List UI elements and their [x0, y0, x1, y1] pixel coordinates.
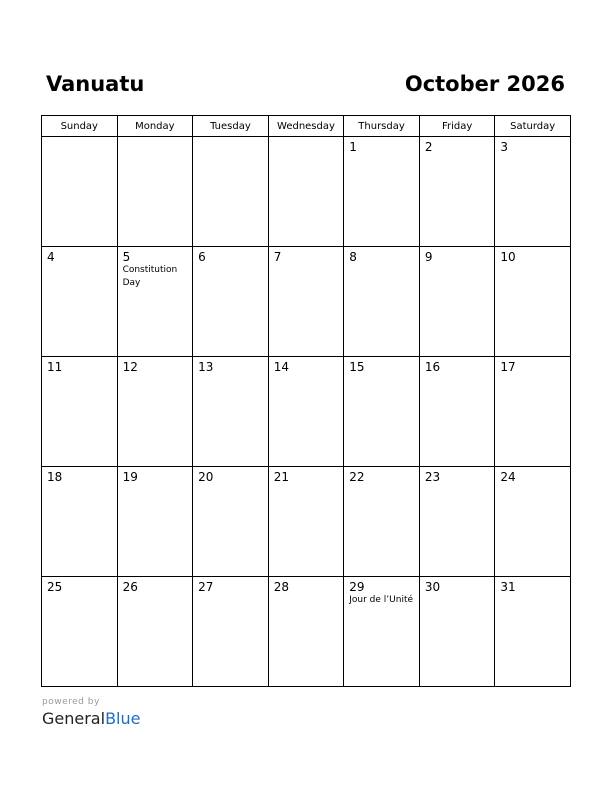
day-cell: [42, 247, 118, 357]
day-cell: [193, 577, 269, 687]
day-cell: [344, 467, 420, 577]
day-number: 6: [198, 250, 206, 264]
day-cell: [193, 357, 269, 467]
footer-branding: [42, 697, 140, 729]
day-number: 30: [424, 580, 441, 594]
day-cell: [419, 357, 495, 467]
weekday-header: Thursday: [344, 116, 420, 137]
day-number: 2: [424, 140, 433, 154]
holiday-label: Jour de l’Unité: [349, 595, 414, 605]
day-cell: [344, 137, 420, 247]
weekday-header: Sunday: [42, 116, 118, 137]
month-title: October 2026: [404, 72, 565, 96]
day-number: 26: [122, 580, 138, 594]
weekday-header: Friday: [419, 116, 495, 137]
day-number: [118, 137, 193, 140]
day-number: 5: [122, 250, 131, 264]
weekday-header: Wednesday: [268, 116, 344, 137]
day-number: 15: [349, 360, 365, 374]
day-number: [193, 137, 268, 140]
day-cell: [495, 357, 571, 467]
day-cell: [193, 247, 269, 357]
day-number: 29: [349, 580, 365, 594]
day-cell: [495, 577, 571, 687]
day-number: 13: [198, 360, 214, 374]
day-number: 28: [273, 580, 289, 594]
brand-blue: Blue: [105, 709, 141, 728]
day-number: 16: [424, 360, 441, 374]
day-cell: [117, 247, 193, 357]
day-number: 27: [198, 580, 214, 594]
day-number: 25: [47, 580, 63, 594]
day-number: 24: [500, 470, 516, 484]
day-number: 3: [500, 140, 509, 154]
weekday-header: Monday: [117, 116, 193, 137]
day-number: 4: [47, 250, 55, 264]
day-cell: [495, 247, 571, 357]
day-cell: [42, 137, 118, 247]
day-cell: [344, 247, 420, 357]
weekday-header: Tuesday: [193, 116, 269, 137]
day-number: [269, 137, 344, 140]
day-cell: [268, 577, 344, 687]
day-number: 18: [47, 470, 63, 484]
day-cell: [268, 247, 344, 357]
day-cell: [344, 357, 420, 467]
week-row: [42, 247, 571, 357]
day-cell: [419, 577, 495, 687]
week-row: [42, 467, 571, 577]
day-number: 8: [349, 250, 357, 264]
day-number: 1: [349, 140, 357, 154]
day-number: 17: [500, 360, 516, 374]
holiday-label: Constitution Day: [122, 265, 178, 288]
calendar-grid: [41, 115, 571, 687]
week-row: [42, 357, 571, 467]
day-number: 19: [122, 470, 138, 484]
day-cell: [193, 137, 269, 247]
week-row: [42, 137, 571, 247]
day-number: 21: [273, 470, 289, 484]
day-cell: [268, 357, 344, 467]
day-number: 23: [424, 470, 441, 484]
day-cell: [495, 467, 571, 577]
weekday-header-row: [42, 116, 571, 137]
day-number: 31: [500, 580, 516, 594]
day-cell: [117, 577, 193, 687]
day-cell: [495, 137, 571, 247]
day-number: 9: [424, 250, 433, 264]
day-number: 20: [198, 470, 214, 484]
day-cell: [117, 357, 193, 467]
powered-by-label: powered by: [42, 697, 100, 707]
day-cell: [268, 467, 344, 577]
week-row: [42, 577, 571, 687]
day-number: 7: [273, 250, 282, 264]
day-cell: [419, 467, 495, 577]
day-number: 12: [122, 360, 138, 374]
day-cell: [419, 247, 495, 357]
day-number: 10: [500, 250, 516, 264]
day-number: 14: [273, 360, 289, 374]
brand-general: General: [42, 709, 106, 728]
day-cell: [42, 357, 118, 467]
day-cell: [193, 467, 269, 577]
day-number: [42, 137, 117, 140]
weekday-header: Saturday: [495, 116, 571, 137]
generalblue-logo[interactable]: [42, 709, 140, 729]
day-cell: [419, 137, 495, 247]
day-cell: [117, 137, 193, 247]
day-number: 22: [349, 470, 365, 484]
day-cell: [117, 467, 193, 577]
day-cell: [268, 137, 344, 247]
day-number: 11: [47, 360, 63, 374]
day-cell: [42, 577, 118, 687]
country-title: Vanuatu: [46, 72, 145, 96]
day-cell: [42, 467, 118, 577]
day-cell: [344, 577, 420, 687]
